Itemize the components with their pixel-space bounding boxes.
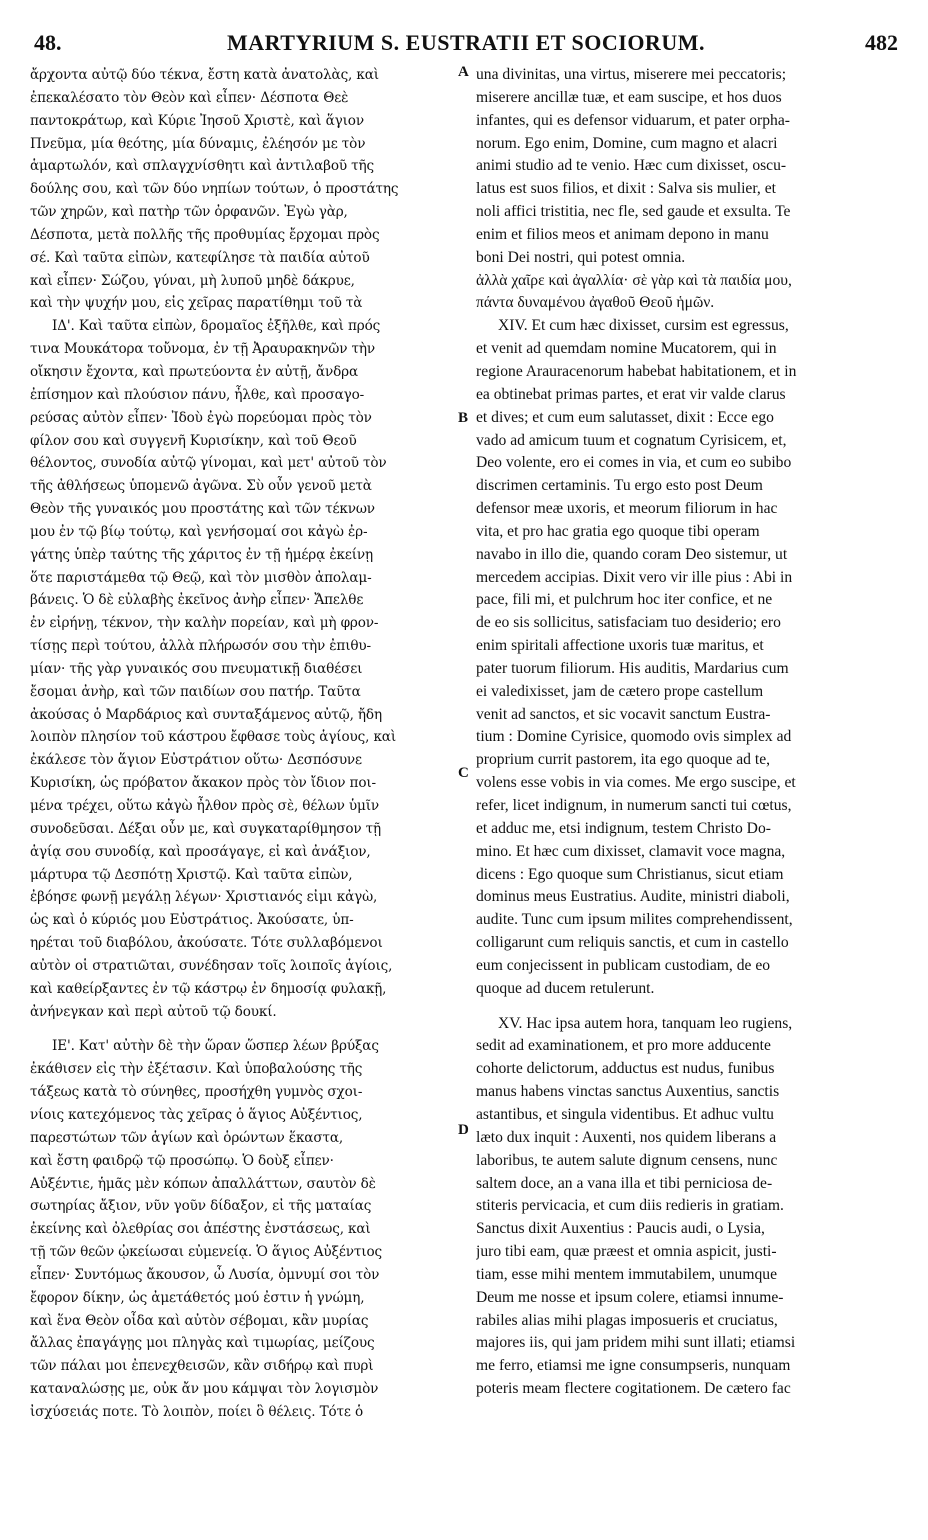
text-line: καὶ ἕνα Θεὸν οἶδα καὶ αὐτὸν σέβομαι, κἂν μυρίας — [30, 1312, 369, 1329]
text-line: pater tuorum filiorum. His auditis, Mardarius cum — [476, 659, 789, 677]
text-line: καὶ εἶπεν· Σώζου, γύναι, μὴ λυποῦ μηδὲ δάκρυε, — [30, 272, 355, 289]
margin-letter-a: A — [458, 64, 469, 80]
text-line: πάντα δυναμένου ἀγαθοῦ Θεοῦ ἡμῶν. — [476, 294, 715, 312]
text-line: ἰσχύσειάς ποτε. Τὸ λοιπὸν, ποίει ὃ θέλεις. Τότε ὁ — [30, 1403, 364, 1420]
text-line: regione Arauracenorum habebat habitationem, et in — [476, 362, 797, 380]
text-line: XIV. Et cum hæc dixisset, cursim est egressus, — [498, 317, 789, 335]
text-line: boni Dei nostri, qui potest omnia. — [476, 248, 686, 266]
text-line: ἔσομαι ἀνὴρ, καὶ τῶν παιδίων σου πατήρ. Ταῦτα — [30, 683, 361, 700]
text-line: θέλοντος, συνοδία αὐτῷ γίνομαι, καὶ μετ' αὐτοῦ τὸν — [30, 455, 387, 472]
text-line: Κυρισίκη, ὡς πρόβατον ἄκακον πρὸς τὸν ἴδιον ποι- — [30, 775, 376, 792]
text-line: τῇ τῶν θεῶν ᾠκείωσαι εὐμενείᾳ. Ὁ ἅγιος Αὐξέντιος — [30, 1244, 382, 1261]
text-line: ἐβόησε φωνῇ μεγάλῃ λέγων· Χριστιανός εἰμι κἀγὼ, — [30, 889, 378, 906]
text-line: παντοκράτωρ, καὶ Κύριε Ἰησοῦ Χριστὲ, καὶ ἅγιον — [30, 112, 364, 129]
text-line: Αὐξέντιε, ἡμᾶς μὲν κόπων ἀπαλλάττων, σαυτὸν δὲ — [30, 1175, 376, 1192]
text-line: cohorte delictorum, adductus est nudus, funibus — [476, 1060, 775, 1078]
text-line: ἐκάλεσε τὸν ἅγιον Εὐστράτιον οὕτω· Δεσπόσυνε — [30, 752, 362, 769]
text-line: norum. Ego enim, Domine, cum magno et alacri — [476, 134, 778, 152]
text-line: Deo volente, ero ei comes in via, et cum eo subibo — [476, 454, 792, 472]
text-line: τῆς ἀθλήσεως ὑπομενῶ ἀγῶνα. Σὺ οὖν γενοῦ μετὰ — [30, 478, 372, 495]
text-line: laboribus, te autem salute dignum censens, nunc — [476, 1151, 778, 1169]
text-line: τάξεως κατὰ τὸ σύνηθες, προσήχθη γυμνὸς σχοι- — [30, 1084, 363, 1101]
margin-letter-c: C — [458, 765, 469, 781]
page-number-left: 48. — [34, 30, 62, 55]
text-line: καταναλώσῃς με, οὐκ ἄν μου κάμψαι τὸν λογισμὸν — [30, 1381, 379, 1398]
text-line: ΙΔ'. Καὶ ταῦτα εἰπὼν, δρομαῖος ἐξῆλθε, καὶ πρός — [52, 318, 381, 335]
text-line: quoque ad ducem retulerunt. — [476, 979, 655, 997]
text-line: ΙΕ'. Κατ' αὐτὴν δὲ τὴν ὥραν ὥσπερ λέων βρύξας — [52, 1038, 379, 1055]
text-line: navabo in illo die, quando coram Deo sistemur, ut — [476, 545, 788, 563]
text-line: οἴκησιν ἔχοντα, καὶ πρωτεύοντα ἐν αὐτῇ, ἄνδρα — [30, 363, 358, 380]
text-line: rabiles alias mihi plagas imposueris et cruciatus, — [476, 1311, 778, 1329]
text-line: ἁγίᾳ σου συνοδίᾳ, καὶ προσάγαγε, εἰ καὶ ἀνάξιον, — [30, 843, 371, 860]
text-line: et adduc me, etsi indignum, testem Christo Do- — [476, 819, 771, 837]
text-line: μου ἐν τῷ βίῳ τούτῳ, καὶ γενήσομαί σοι κἀγὼ ἐρ- — [30, 523, 368, 540]
text-line: volens esse vobis in via comes. Me ergo suscipe, et — [476, 774, 796, 792]
latin-column — [476, 64, 892, 1401]
text-line: αὐτὸν οἱ στρατιῶται, συνέδησαν τοῖς λοιποῖς ἁγίοις, — [30, 957, 393, 974]
paragraph-gap — [30, 1023, 455, 1035]
text-line: XV. Hac ipsa autem hora, tanquam leo rugiens, — [498, 1014, 793, 1032]
text-line: manus habens vinctas sanctus Auxentius, sanctis — [476, 1083, 780, 1101]
text-line: τίσῃς περὶ τούτου, ἀλλὰ πλήρωσόν σου τὴν ἐπιθυ- — [30, 638, 371, 655]
paragraph-gap — [476, 1001, 892, 1013]
text-line: ἐπίσημον καὶ πλούσιον πάνυ, ἦλθε, καὶ προσαγο- — [30, 386, 365, 403]
text-line: enim spiritali affectione uxoris tuæ maritus, et — [476, 637, 764, 655]
text-line: λοιπὸν πλησίον τοῦ κάστρου ἔφθασε τοὺς ἁγίους, καὶ — [30, 729, 396, 746]
text-line: βάνεις. Ὁ δὲ εὐλαβὴς ἐκεῖνος ἀνὴρ εἶπεν· Ἄπελθε — [30, 592, 364, 609]
text-line: mino. Et hæc cum dixisset, clamavit voce magna, — [476, 842, 786, 860]
greek-column — [30, 64, 455, 1424]
text-line: ἁμαρτωλόν, καὶ σπλαγχνίσθητι καὶ ἀντιλαβοῦ τῆς — [30, 158, 374, 175]
text-line: mercedem accipias. Dixit vero vir ille pius : Abi in — [476, 568, 793, 586]
text-line: παρεστώτων τῶν ἁγίων καὶ ὁρώντων ἕκαστα, — [30, 1129, 344, 1146]
text-line: νίοις κατεχόμενος τὰς χεῖρας ὁ ἅγιος Αὐξέντιος, — [30, 1106, 363, 1123]
text-line: pace, fili mi, et pulchrum hoc iter confice, et ne — [476, 591, 773, 609]
text-line: τινα Μουκάτορα τοὔνομα, ἐν τῇ Ἀραυρακηνῶν τὴν — [30, 341, 375, 358]
text-line: δούλης σου, καὶ τῶν δύο νηπίων τούτων, ὁ προστάτης — [30, 181, 399, 198]
text-line: ἐν εἰρήνῃ, τέκνον, τὴν καλὴν πορείαν, καὶ μὴ φρον- — [30, 615, 379, 632]
text-line: infantes, qui es defensor viduarum, et pater orpha- — [476, 111, 790, 129]
running-title: MARTYRIUM S. EUSTRATII ET SOCIORUM. — [227, 30, 705, 55]
text-line: ἄρχοντα αὐτῷ δύο τέκνα, ἔστη κατὰ ἀνατολὰς, καὶ — [30, 67, 379, 83]
text-line: discrimen certaminis. Tu ergo esto post Deum — [476, 477, 763, 495]
text-line: ἐπεκαλέσατο τὸν Θεὸν καὶ εἶπεν· Δέσποτα Θεὲ — [30, 89, 349, 106]
text-line: animi studio ad te venio. Hæc cum dixisset, oscu- — [476, 157, 787, 175]
text-line: latus est suos filios, et dixit : Salva sis mulier, et — [476, 180, 776, 198]
text-line: ὅτε παριστάμεθα τῷ Θεῷ, καὶ τὸν μισθὸν ἀπολαμ- — [30, 569, 372, 586]
text-line: ἀνήνεγκαν καὶ περὶ αὐτοῦ τῷ δουκί. — [30, 1003, 277, 1020]
text-line: stiteris pervicacia, et cum diis redieris in gratiam. — [476, 1197, 784, 1215]
text-line: miserere ancillæ tuæ, et eam suscipe, et hos duos — [476, 88, 782, 106]
text-line: juro tibi eam, quæ præest et omnia aspicit, justi- — [476, 1243, 777, 1261]
text-line: de eo sis sollicitus, satisfaciam tuo desiderio; ero — [476, 614, 781, 632]
text-line: ἐκείνης καὶ ὀλεθρίας σοι ἀπέστης ἐνστάσεως, καὶ — [30, 1221, 371, 1238]
text-line: Θεὸν τῆς γυναικός μου προστάτης καὶ τῶν τέκνων — [30, 501, 375, 518]
text-line: ei valedixisset, jam de cætero prope castellum — [476, 682, 764, 700]
text-line: astantibus, et singula videntibus. Et adhuc vultu — [476, 1105, 774, 1123]
text-line: dicens : Ego quoque sum Christianus, sicut etiam — [476, 865, 784, 883]
margin-letter-d: D — [458, 1122, 469, 1138]
text-line: una divinitas, una virtus, miserere mei peccatoris; — [476, 66, 787, 83]
text-line: et dives; et cum eum salutasset, dixit : Ecce ego — [476, 408, 774, 426]
text-line: saltem doce, an a vana illa et tibi perniciosa de- — [476, 1174, 773, 1192]
text-line: Δέσποτα, μετὰ πολλῆς τῆς προθυμίας ἔρχομαι πρὸς — [30, 226, 380, 243]
text-line: sedit ad examinationem, et pro more adducente — [476, 1037, 771, 1055]
text-line: vado ad amicum tuum et cognatum Cyrisicem, et, — [476, 431, 787, 449]
text-line: μένα τρέχει, οὕτω κἀγὼ ἦλθον πρὸς σὲ, θέλων ὑμῖν — [30, 798, 380, 814]
text-line: proprium currit pastorem, ita ego quoque ad te, — [476, 751, 771, 769]
text-line: audite. Tunc cum ipsum milites comprehendissent, — [476, 911, 793, 929]
text-line: ἀκούσας ὁ Μαρδάριος καὶ συνταξάμενος αὐτῷ, ἤδη — [30, 706, 382, 723]
text-line: enim et filios meos et animam depono in manu — [476, 225, 769, 243]
text-line: καὶ ἔστη φαιδρῷ τῷ προσώπῳ. Ὁ δοὺξ εἶπεν· — [30, 1152, 334, 1169]
text-line: τῶν χηρῶν, καὶ πατὴρ τῶν ὀρφανῶν. Ἐγὼ γὰρ, — [30, 204, 348, 221]
text-line: poteris meam flectere cogitationem. De cætero fac — [476, 1380, 791, 1398]
text-line: Πνεῦμα, μία θεότης, μία δύναμις, ἐλέησόν με τὸν — [30, 135, 366, 152]
text-line: εἶπεν· Συντόμως ἄκουσον, ὦ Λυσία, ὀμνυμί σοι τὸν — [30, 1266, 380, 1283]
text-line: καὶ καθείρξαντες ἐν τῷ κάστρῳ ἐν δημοσίᾳ φυλακῇ, — [30, 980, 387, 997]
page-number-right: 482 — [865, 30, 898, 55]
text-line: eum conjecissent in publicam custodiam, de eo — [476, 956, 771, 974]
text-line: ηρέται τοῦ διαβόλου, ἀκούσατε. Τότε συλλαβόμενοι — [30, 935, 383, 952]
text-line: καὶ τὴν ψυχήν μου, εἰς χεῖρας παρατίθημι τοῦ τὰ — [30, 295, 363, 312]
text-line: Deum me nosse et ipsum colere, etiamsi innume- — [476, 1288, 784, 1306]
text-line: ἔφορον δίκην, ὡς ἀμετάθετός μού ἐστιν ἡ γνώμη, — [30, 1289, 365, 1306]
page-header — [26, 30, 906, 60]
text-line: colligarunt cum reliquis sanctis, et cum in castello — [476, 934, 789, 952]
text-line: noli affici tristitia, nec fle, sed gaude et exsulta. Te — [476, 203, 791, 221]
text-line: σωτηρίας ἄξιον, νῦν γοῦν δίδαξον, εἰ τῆς ματαίας — [30, 1198, 372, 1215]
text-line: tiam, esse mihi mentem immutabilem, unumque — [476, 1265, 777, 1283]
text-line: μάρτυρα τῷ Δεσπότῃ Χριστῷ. Καὶ ταῦτα εἰπὼν, — [30, 866, 353, 883]
text-line: ἀλλὰ χαῖρε καὶ ἀγαλλία· σὲ γὰρ καὶ τὰ παιδία μου, — [476, 271, 792, 289]
text-line: læto dux inquit : Auxenti, nos quidem liberans a — [476, 1128, 777, 1146]
text-line: venit ad sanctos, et sic vocavit sanctum Eustra- — [476, 705, 771, 723]
text-line: ὡς καὶ ὁ κύριός μου Εὐστράτιος. Ἀκούσατε, ὑπ- — [30, 912, 354, 929]
text-line: σέ. Καὶ ταῦτα εἰπὼν, κατεφίλησε τὰ παιδία αὐτοῦ — [30, 249, 370, 266]
text-line: ρεύσας αὐτὸν εἶπεν· Ἰδοὺ ἐγὼ πορεύομαι πρὸς τὸν — [30, 409, 372, 426]
text-line: majores iis, qui jam pridem mihi sunt illati; etiamsi — [476, 1334, 796, 1352]
text-line: φίλον σου καὶ συγγενῆ Κυρισίκην, καὶ τοῦ Θεοῦ — [30, 432, 357, 449]
text-line: vita, et pro hac gratia ego quoque tibi operam — [476, 522, 760, 540]
text-line: refer, licet indignum, in numerum sancti tui cœtus, — [476, 797, 792, 814]
text-line: ἐκάθισεν εἰς τὴν ἐξέτασιν. Καὶ ὑποβαλούσης τῆς — [30, 1061, 363, 1078]
text-line: γάτης ὑπὲρ ταύτης τῆς χάριτος ἐν τῇ ἡμέρᾳ ἐκείνῃ — [30, 546, 373, 563]
text-line: ea obtinebat primas partes, et erat vir valde clarus — [476, 385, 786, 403]
margin-letter-b: B — [458, 410, 469, 426]
text-line: τῶν πάλαι μοι ἐπενεχθεισῶν, κἂν σιδήρῳ καὶ πυρὶ — [30, 1358, 374, 1375]
text-line: dominus meus Eustratius. Audite, ministri diaboli, — [476, 888, 790, 906]
text-line: Sanctus dixit Auxentius : Paucis audi, o Lysia, — [476, 1220, 765, 1238]
text-line: defensor meæ uxoris, et meorum filiorum in hac — [476, 500, 778, 518]
text-line: ἄλλας ἐπαγάγῃς μοι πληγὰς καὶ τιμωρίας, μείζους — [30, 1335, 375, 1352]
text-line: συνοδεῦσαι. Δέξαι οὖν με, καὶ συγκαταρίθμησον τῇ — [30, 820, 382, 837]
text-line: et venit ad quemdam nomine Mucatorem, qui in — [476, 340, 777, 358]
text-line: tium : Domine Cyrisice, quomodo ovis simplex ad — [476, 728, 792, 746]
text-line: me ferro, etiamsi me igne consumpseris, nunquam — [476, 1357, 791, 1375]
text-line: μίαν· τῆς γὰρ γυναικός σου πνευματικῇ διαθέσει — [30, 660, 363, 677]
